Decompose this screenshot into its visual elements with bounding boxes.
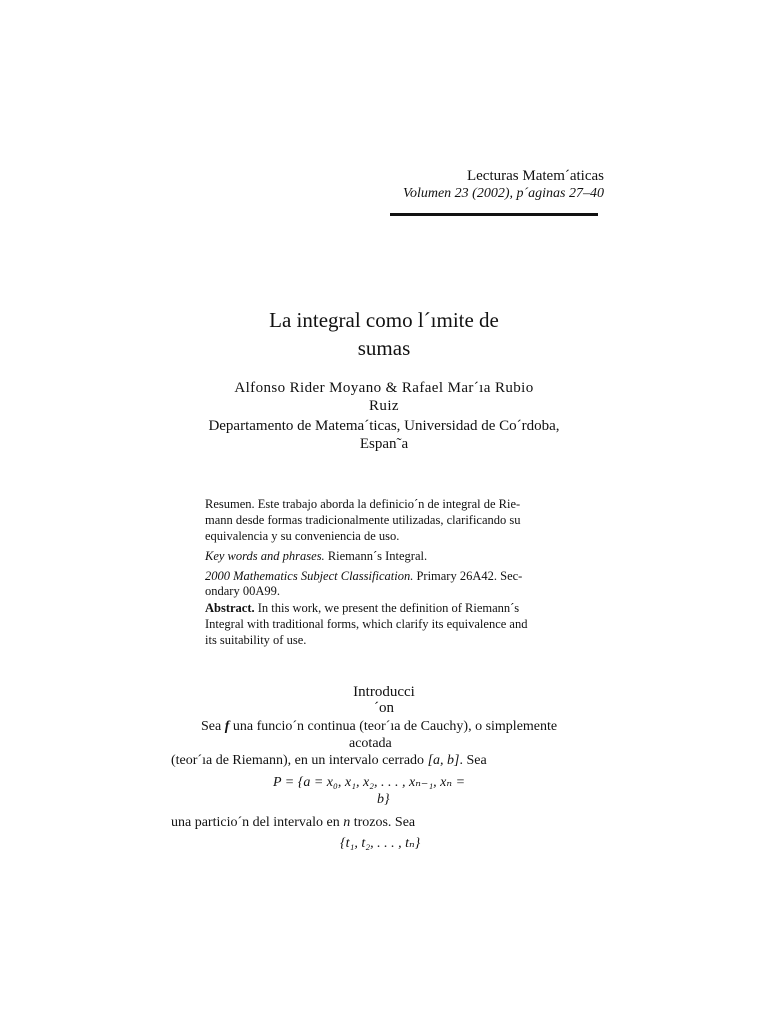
interval-ab: [a, b] (427, 753, 460, 768)
resumen-line1: Resumen. Este trabajo aborda la definicio´n de integral de Rie- (205, 497, 521, 511)
intro-p1-line1: Sea f una funcio´n continua (teor´ıa de Cauchy), o simplemente (201, 719, 558, 734)
abstract-label: Abstract. (205, 601, 255, 615)
authors-line2: Ruiz (369, 398, 399, 414)
msc-line2: ondary 00A99. (205, 584, 280, 598)
msc-label: 2000 Mathematics Subject Classification. (205, 569, 414, 583)
journal-name: Lecturas Matem´aticas (466, 168, 604, 184)
abstract-line1: Abstract. In this work, we present the definition of Riemann´s (205, 601, 520, 615)
affiliation-line1: Departamento de Matema´ticas, Universidad de Co´rdoba, (208, 418, 560, 434)
resumen-line3: equivalencia y su conveniencia de uso. (205, 529, 400, 543)
tags-set-formula: {t₁, t₂, . . . , tₙ} (340, 836, 421, 851)
intro-heading-line2: ´on (374, 700, 394, 716)
keywords-value: Riemann´s Integral. (327, 549, 428, 563)
msc-line1 (205, 569, 522, 584)
paper-title-line2: sumas (357, 336, 411, 360)
intro-p1-line2: acotada (349, 736, 392, 751)
intro-p1-line3: (teor´ıa de Riemann), en un intervalo cerrado [a, b]. Sea (171, 753, 487, 768)
authors-line1: Alfonso Rider Moyano & Rafael Mar´ıa Rubio (234, 380, 534, 396)
volume-info: Volumen 23 (2002), p´aginas 27–40 (402, 186, 604, 201)
affiliation-line2: Espan˜a (359, 436, 409, 452)
msc-value: Primary 26A42. Sec- (416, 569, 523, 583)
function-f: f (224, 719, 230, 734)
abstract-line3: its suitability of use. (205, 633, 307, 647)
paper-title-line1: La integral como l´ımite de (269, 308, 499, 332)
partition-formula-line2: b} (377, 792, 390, 807)
header-rule (390, 213, 598, 216)
partition-formula-line1: P = {a = x₀, x₁, x₂, . . . , xₙ₋₁, xₙ = (273, 775, 466, 790)
keywords-label: Key words and phrases. (205, 549, 325, 563)
n-variable: n (343, 815, 351, 830)
keywords (205, 549, 427, 564)
intro-heading-line1: Introducci (353, 684, 415, 700)
resumen-line2: mann desde formas tradicionalmente utilizadas, clarificando su (205, 513, 521, 527)
abstract-line2: Integral with traditional forms, which clarify its equivalence and (205, 617, 528, 631)
intro-p2: una particio´n del intervalo en n trozos. Sea (171, 815, 416, 830)
